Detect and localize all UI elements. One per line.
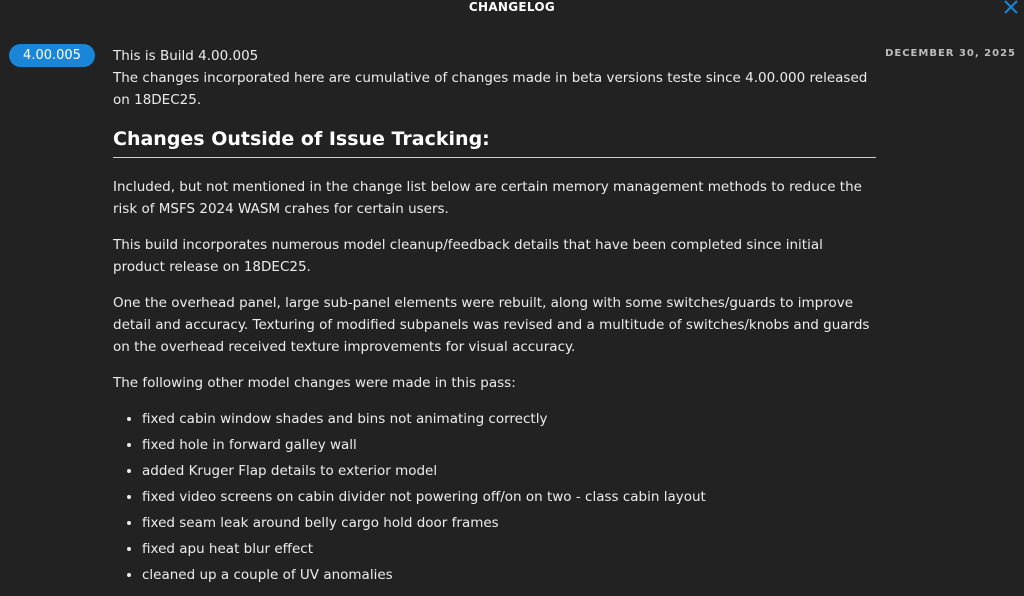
release-date: DECEMBER 30, 2025 — [885, 48, 1016, 59]
changelog-content — [113, 45, 876, 590]
list-item: • fixed hole in forward galley wall — [142, 434, 876, 456]
paragraph-memory: Included, but not mentioned in the change list below are certain memory management methods to reduce the risk of MSFS 2024 WASM crahes for certain users. — [113, 179, 862, 217]
close-icon — [1002, 0, 1020, 16]
list-item: • added Kruger Flap details to exterior model — [142, 460, 876, 482]
intro-line-build: This is Build 4.00.005 — [113, 48, 259, 64]
close-button[interactable] — [1002, 0, 1020, 16]
change-list — [113, 408, 876, 586]
list-item: • fixed video screens on cabin divider not powering off/on on two - class cabin layout — [142, 486, 876, 508]
paragraph-model-changes: The following other model changes were made in this pass: — [113, 375, 516, 391]
list-item: • cleaned up a couple of UV anomalies — [142, 564, 876, 586]
paragraph-overhead: One the overhead panel, large sub-panel elements were rebuilt, along with some switches/guards to improve detail and accuracy. Texturing of modified subpanels was revised and a multitude of switches/knobs and guards on the overhead received texture improvements for visual accuracy. — [113, 295, 870, 355]
version-badge: 4.00.005 — [9, 44, 95, 67]
list-item: • fixed apu heat blur effect — [142, 538, 876, 560]
paragraph-cleanup: This build incorporates numerous model cleanup/feedback details that have been completed since initial product release on 18DEC25. — [113, 237, 823, 275]
window-title: CHANGELOG — [468, 0, 556, 14]
list-item: • fixed seam leak around belly cargo hold door frames — [142, 512, 876, 534]
intro-line-summary: The changes incorporated here are cumulative of changes made in beta versions teste since 4.00.000 released on 18DEC25. — [113, 70, 868, 108]
list-item: • fixed cabin window shades and bins not animating correctly — [142, 408, 876, 430]
section-heading: Changes Outside of Issue Tracking: — [113, 125, 876, 158]
